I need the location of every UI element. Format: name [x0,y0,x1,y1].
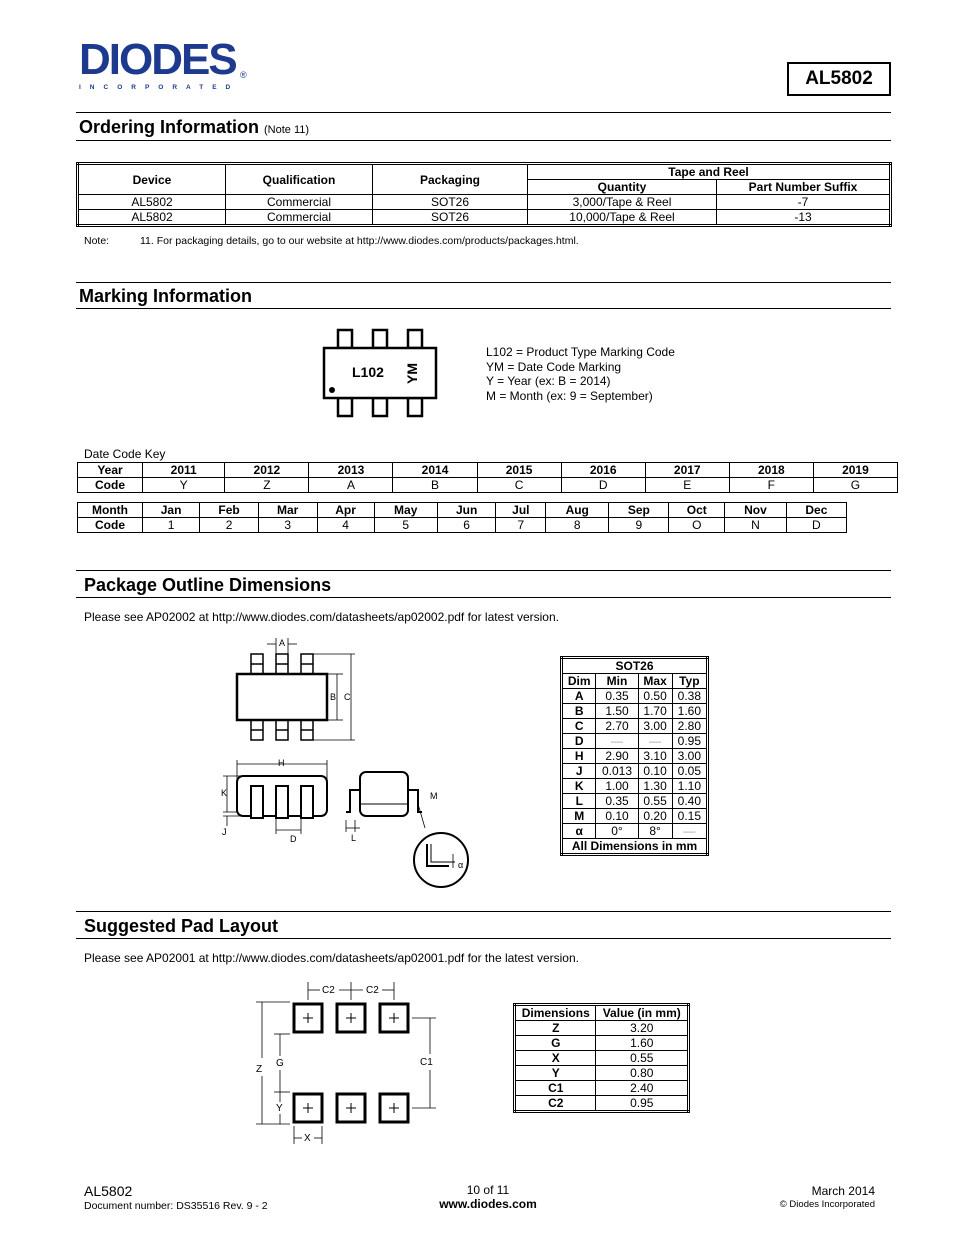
label-m: M [430,791,438,801]
dim-typ: 0.95 [672,734,707,749]
section-rule [76,282,891,283]
legend-line: YM = Date Code Marking [486,359,622,374]
month-cell: Apr [317,503,374,518]
cell: -7 [717,195,891,210]
dim-typ: 2.80 [672,719,707,734]
footer-docnum: Document number: DS35516 Rev. 9 - 2 [84,1200,268,1212]
col-header: Min [596,674,638,689]
month-code-cell: 1 [143,518,200,533]
pad-title: Suggested Pad Layout [84,916,279,936]
year-cell: 2014 [393,463,477,478]
year-code-cell: D [561,478,645,493]
dim-typ: 1.10 [672,779,707,794]
dim-name: L [562,794,596,809]
year-cell: 2013 [309,463,393,478]
logo-subtext: INCORPORATED [79,84,240,91]
year-cell: 2015 [477,463,561,478]
dim-min: 1.00 [596,779,638,794]
dim-min: 0° [596,824,638,839]
part-number-box: AL5802 [787,62,891,96]
footer-url[interactable]: www.diodes.com [439,1197,537,1211]
label-h: H [278,758,285,768]
dim-max: 1.30 [638,779,672,794]
header-tape-reel: Tape and Reel [528,164,891,180]
year-code-cell: E [645,478,729,493]
month-code-cell: 2 [200,518,259,533]
dim-typ: 1.60 [672,704,707,719]
legend-line: M = Month (ex: 9 = September) [486,388,653,403]
dim-min: — [596,734,638,749]
pad-dim-value: 2.40 [596,1081,689,1096]
year-code-cell: F [729,478,813,493]
label-d: D [290,834,297,844]
dim-min: 0.35 [596,794,638,809]
year-label: Year [78,463,143,478]
pad-dim-name: Y [515,1066,596,1081]
package-title: Package Outline Dimensions [84,575,332,595]
dim-max: — [638,734,672,749]
footer-part: AL5802 [84,1183,133,1199]
table-footer: All Dimensions in mm [562,839,708,855]
month-code-cell: 7 [496,518,546,533]
dim-name: B [562,704,596,719]
label-j: J [222,827,227,837]
dim-typ: 3.00 [672,749,707,764]
registered-mark: ® [240,70,247,80]
dim-max: 1.70 [638,704,672,719]
month-code-cell: 8 [546,518,609,533]
header-suffix: Part Number Suffix [717,180,891,195]
dim-name: J [562,764,596,779]
pad-dim-value: 1.60 [596,1036,689,1051]
table-row [515,1066,689,1081]
pin-bottom [408,398,422,416]
dim-max: 3.00 [638,719,672,734]
year-code-cell: A [309,478,393,493]
pad-layout-drawing [250,978,440,1148]
year-cell: 2019 [813,463,897,478]
label-alpha: α [458,860,464,870]
pad-dim-name: X [515,1051,596,1066]
chip-code: L102 [352,364,384,380]
month-cell: Oct [669,503,725,518]
year-code-cell: Y [143,478,225,493]
label-l: L [351,833,357,843]
table-row [562,749,708,764]
month-code-cell: D [786,518,846,533]
table-row [562,779,708,794]
code-label: Code [78,478,143,493]
marking-legend [486,345,675,403]
dim-max: 0.10 [638,764,672,779]
footer-date: March 2014 [811,1184,875,1198]
sot26-dimensions-table [560,656,709,856]
dim-typ: 0.05 [672,764,707,779]
dim-min: 0.10 [596,809,638,824]
year-cell: 2018 [729,463,813,478]
header-device: Device [78,164,226,195]
dim-typ: — [672,824,707,839]
ordering-note-text: 11. For packaging details, go to our website at http://www.diodes.com/products/packages.html. [140,235,579,247]
table-row [515,1051,689,1066]
pad-dim-value: 0.80 [596,1066,689,1081]
month-code-cell: O [669,518,725,533]
section-rule [76,597,891,598]
cell: Commercial [226,195,373,210]
table-row [78,478,898,493]
cell: -13 [717,210,891,226]
table-row [78,210,891,226]
year-code-cell: G [813,478,897,493]
pad-dim-value: 3.20 [596,1021,689,1036]
dim-max: 3.10 [638,749,672,764]
dim-max: 0.55 [638,794,672,809]
section-rule [76,140,891,141]
month-code-cell: 3 [258,518,317,533]
ordering-title [79,117,309,138]
table-row [562,734,708,749]
cell: Commercial [226,210,373,226]
label-y: Y [276,1103,283,1114]
col-header: Max [638,674,672,689]
table-row [515,1081,689,1096]
dim-min: 1.50 [596,704,638,719]
diodes-logo [79,35,240,91]
dim-name: H [562,749,596,764]
month-cell: Feb [200,503,259,518]
table-row [562,764,708,779]
section-rule [76,112,891,113]
dim-name: A [562,689,596,704]
pad-text: Please see AP02001 at http://www.diodes.com/datasheets/ap02001.pdf for the latest version. [84,951,579,965]
ordering-note-ref: (Note 11) [264,124,310,136]
month-cell: Sep [609,503,669,518]
package-text: Please see AP02002 at http://www.diodes.com/datasheets/ap02002.pdf for latest version. [84,610,559,624]
cell: 10,000/Tape & Reel [528,210,717,226]
label-x: X [304,1133,311,1144]
table-row [78,463,898,478]
table-title: SOT26 [562,658,708,674]
dim-name: C [562,719,596,734]
header-quantity: Quantity [528,180,717,195]
label-k: K [221,788,228,798]
dim-min: 0.35 [596,689,638,704]
month-code-cell: 4 [317,518,374,533]
pad-dimensions-table [513,1003,690,1113]
year-code-cell: Z [225,478,309,493]
table-row [78,503,847,518]
logo-text: DIODES [79,35,236,84]
month-code-cell: 6 [437,518,496,533]
table-row [78,518,847,533]
cell: 3,000/Tape & Reel [528,195,717,210]
section-rule [76,308,891,309]
dim-name: K [562,779,596,794]
dim-max: 8° [638,824,672,839]
month-code-table [77,502,847,533]
month-label: Month [78,503,143,518]
dim-max: 0.20 [638,809,672,824]
pad-dim-name: Z [515,1021,596,1036]
marking-title: Marking Information [79,286,253,306]
dim-name: D [562,734,596,749]
pin1-dot [329,387,335,393]
table-row [562,809,708,824]
table-row [562,824,708,839]
section-rule [76,938,891,939]
pin-top [338,330,352,348]
table-row [562,719,708,734]
year-cell: 2011 [143,463,225,478]
month-cell: May [374,503,437,518]
year-cell: 2012 [225,463,309,478]
year-code-cell: B [393,478,477,493]
label-c: C [344,692,351,702]
package-outline-drawing [215,632,475,894]
table-row [562,704,708,719]
dim-min: 0.013 [596,764,638,779]
dim-max: 0.50 [638,689,672,704]
col-header: Dimensions [515,1005,596,1021]
pad-dim-value: 0.55 [596,1051,689,1066]
col-header: Typ [672,674,707,689]
pad-dim-name: C1 [515,1081,596,1096]
pad-dim-name: G [515,1036,596,1051]
label-c2: C2 [322,985,335,996]
dim-min: 2.90 [596,749,638,764]
date-code-key-label: Date Code Key [84,447,166,461]
cell: SOT26 [373,210,528,226]
month-code-cell: 5 [374,518,437,533]
table-row [562,794,708,809]
header-packaging: Packaging [373,164,528,195]
label-a: A [279,638,286,648]
pin-top [408,330,422,348]
year-code-cell: C [477,478,561,493]
dim-typ: 0.38 [672,689,707,704]
label-z: Z [256,1064,263,1075]
dim-name: α [562,824,596,839]
section-rule [76,570,891,571]
month-cell: Nov [725,503,787,518]
legend-line: L102 = Product Type Marking Code [486,345,675,359]
table-row [515,1096,689,1112]
month-cell: Jun [437,503,496,518]
pad-dim-value: 0.95 [596,1096,689,1112]
header-qualification: Qualification [226,164,373,195]
pad-dim-name: C2 [515,1096,596,1112]
footer-copyright: © Diodes Incorporated [779,1199,875,1210]
cell: AL5802 [78,210,226,226]
marking-chip-diagram [318,328,442,420]
label-b: B [330,692,337,702]
section-rule [76,911,891,912]
month-cell: Mar [258,503,317,518]
pin-bottom [373,398,387,416]
year-cell: 2016 [561,463,645,478]
pin-bottom [338,398,352,416]
ordering-table [76,162,892,227]
month-code-cell: N [725,518,787,533]
col-header: Value (in mm) [596,1005,689,1021]
pin-top [373,330,387,348]
month-cell: Dec [786,503,846,518]
col-header: Dim [562,674,596,689]
table-row [515,1036,689,1051]
chip-date-code: YM [404,363,420,384]
ordering-title-text: Ordering Information [79,117,259,137]
label-g: G [276,1058,284,1069]
footer-page: 10 of 11 [466,1183,510,1197]
cell: SOT26 [373,195,528,210]
month-cell: Aug [546,503,609,518]
dim-typ: 0.40 [672,794,707,809]
dim-name: M [562,809,596,824]
dim-min: 2.70 [596,719,638,734]
legend-line: Y = Year (ex: B = 2014) [486,374,611,388]
ordering-note-label: Note: [84,235,110,247]
table-row [515,1021,689,1036]
year-cell: 2017 [645,463,729,478]
table-row [562,689,708,704]
month-cell: Jul [496,503,546,518]
year-code-table [77,462,898,493]
month-cell: Jan [143,503,200,518]
month-code-cell: 9 [609,518,669,533]
table-row [78,195,891,210]
cell: AL5802 [78,195,226,210]
label-c2: C2 [366,985,379,996]
label-c1: C1 [420,1057,433,1068]
dim-typ: 0.15 [672,809,707,824]
code-label: Code [78,518,143,533]
